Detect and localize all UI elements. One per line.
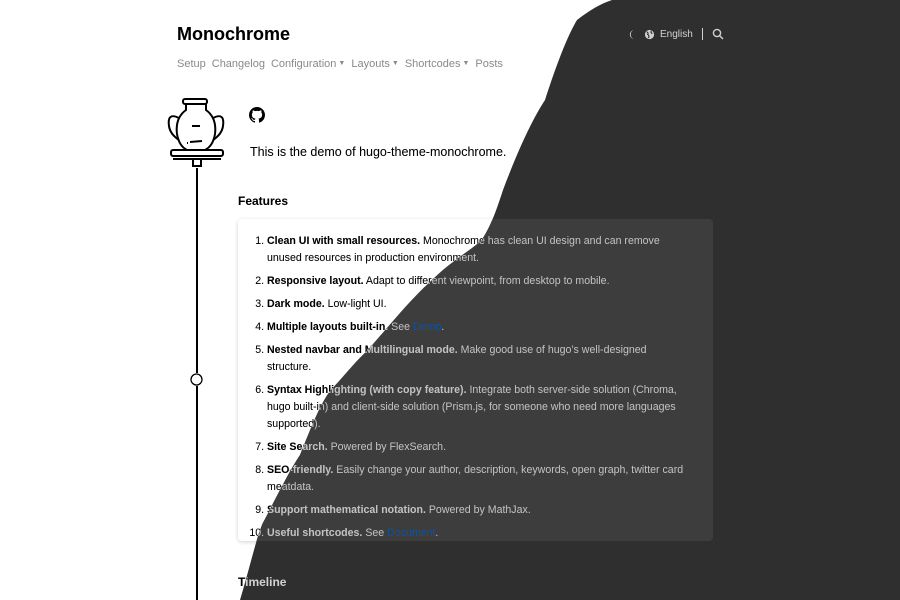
divider [702, 28, 703, 40]
vase-logo-icon [165, 96, 229, 170]
moon-icon[interactable] [628, 29, 639, 40]
feature-item [267, 296, 693, 313]
language-selector[interactable]: English [660, 28, 693, 40]
timeline-heading: Timeline [238, 575, 287, 589]
feature-description: Powered by MathJax. [425, 504, 531, 516]
feature-title: Support mathematical notation. [267, 504, 426, 516]
search-icon[interactable] [712, 28, 724, 40]
nav-shortcodes[interactable]: Shortcodes ▼ [404, 58, 470, 70]
feature-item [267, 439, 693, 456]
github-icon[interactable] [249, 107, 265, 123]
feature-link[interactable]: Demo [412, 321, 442, 333]
caret-down-icon: ▼ [462, 60, 470, 67]
timeline-line [196, 168, 198, 373]
features-list [238, 219, 713, 542]
punctuation: . [441, 321, 445, 333]
feature-item [267, 319, 693, 336]
features-card [238, 219, 713, 541]
timeline-line [196, 386, 198, 600]
feature-description: See [362, 527, 388, 539]
punctuation: . [435, 527, 439, 539]
nav-configuration[interactable]: Configuration ▼ [270, 58, 346, 70]
nav-setup[interactable]: Setup [177, 58, 206, 70]
feature-description: Integrate both server-side solution (Chroma, hugo built-in) and client-side solution (Prism.js, for someone who need more languages supported). [267, 384, 677, 430]
site-title[interactable]: Monochrome [177, 24, 291, 44]
caret-down-icon: ▼ [391, 60, 399, 67]
nav-layouts[interactable]: Layouts ▼ [351, 58, 399, 70]
feature-description: Monochrome has clean UI design and can remove unused resources in production environment. [267, 235, 660, 264]
feature-title: Responsive layout. [267, 275, 364, 287]
feature-item [267, 462, 693, 496]
feature-description: See [388, 321, 413, 333]
feature-item [267, 525, 693, 542]
features-heading: Features [238, 194, 289, 208]
feature-link[interactable]: Document [387, 527, 436, 539]
feature-title: SEO-friendly. [267, 464, 334, 476]
feature-title: Site Search. [267, 441, 328, 453]
feature-description: Powered by FlexSearch. [327, 441, 447, 453]
feature-title: Dark mode. [267, 298, 325, 310]
timeline-marker [190, 373, 203, 386]
feature-description: Make good use of hugo’s well-designed structure. [267, 344, 647, 373]
feature-item [267, 273, 693, 290]
feature-title: Useful shortcodes. [267, 527, 363, 539]
feature-description: Low-light UI. [324, 298, 387, 310]
intro-text: This is the demo of hugo-theme-monochrome. [250, 145, 507, 159]
feature-title: Syntax Highlighting (with copy feature). [267, 384, 467, 396]
globe-icon [644, 29, 655, 40]
caret-down-icon: ▼ [338, 60, 346, 67]
feature-item [267, 502, 693, 519]
feature-title: Nested navbar and Multilingual mode. [267, 344, 458, 356]
feature-title: Multiple layouts built-in. [267, 321, 389, 333]
feature-item [267, 342, 693, 376]
header-tools [628, 28, 724, 40]
feature-description: Adapt to different viewpoint, from desktop to mobile. [363, 275, 610, 287]
feature-title: Clean UI with small resources. [267, 235, 421, 247]
nav-changelog[interactable]: Changelog [211, 58, 265, 70]
feature-description: Easily change your author, description, keywords, open graph, twitter card meatdata. [267, 464, 684, 493]
feature-item [267, 382, 693, 433]
main-nav [177, 58, 503, 70]
feature-item [267, 233, 693, 267]
nav-posts[interactable]: Posts [475, 58, 503, 70]
